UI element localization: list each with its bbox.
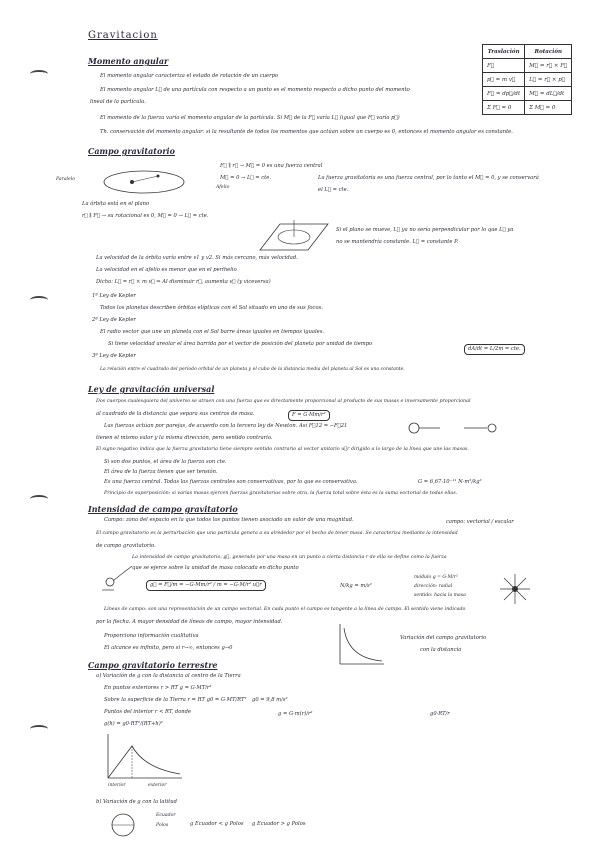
text-line: Principio de superposición: si varias masas ejercen fuerzas gravitatorias sobre otra, la fuerza total sobre ésta es la suma vectorial de todas ellas. [104, 491, 458, 496]
earth-latitude-diagram [110, 812, 136, 838]
axis-label-exterior: exterior [148, 783, 167, 788]
text-line: 1ª Ley de Kepler [92, 293, 136, 299]
text-line: Variación del campo gravitatorio [400, 635, 487, 641]
text-line: Si el plano se mueve, L⃗ ya no sería perpendicular por lo que L⃗ ya [336, 227, 514, 233]
label-polos: Polos [156, 823, 169, 828]
text-line: Sobre la superficie de la Tierra r = RT g0 = G·MT/RT² [104, 697, 247, 703]
section-heading: Campo gravitatorio [88, 146, 175, 156]
text-line: g Ecuador > g Polos [252, 821, 306, 827]
punch-hole [30, 495, 48, 503]
two-masses-force-diagram [400, 418, 510, 438]
text-line: El alcance es infinito, pero si r→∞, entonces g→0 [104, 645, 233, 651]
field-intensity-formula-box: g⃗ = F⃗/m = −G·Mm/r² / m = −G·M/r² u⃗r [146, 580, 266, 591]
table-header: Traslación [483, 45, 525, 59]
text-line: La velocidad en el afelio es menor que en el perihelio [96, 267, 237, 273]
table-header: Rotación [525, 45, 572, 59]
text-line: Th. conservación del momento angular: si la resultante de todos los momentos que actúan sobre un cuerpo es 0, entonces el momento angular es constante. [100, 129, 513, 135]
text-line: Campo: zona del espacio en la que todos los puntos tienen asociado un valor de una magnitud. [104, 517, 354, 523]
table-cell: M⃗ = dL⃗/dt [525, 87, 572, 101]
text-line: En puntos exteriores r > RT g = G·MT/r² [104, 685, 212, 691]
table-cell: F⃗ [483, 59, 525, 73]
text-line: no se mantendría constante. L⃗ = constante P. [336, 239, 459, 245]
gravitation-formula-box: F = G·Mm/r² [288, 410, 330, 421]
text-line: El campo gravitatorio es la perturbación que una partícula genera a su alrededor por el hecho de tener masa. Se caracteriza mediante la intensidad [96, 531, 458, 536]
section-heading: Ley de gravitación universal [88, 384, 215, 394]
text-line: a) Variación de g con la distancia al centro de la Tierra [96, 673, 241, 679]
text-line: 2ª Ley de Kepler [92, 317, 136, 323]
text-line: g0 = 9,8 m/s² [252, 697, 288, 703]
text-line: b) Variación de g con la latitud [96, 799, 177, 805]
text-line: Proporciona información cualitativa [104, 633, 199, 639]
text-line: El momento angular L⃗ de una partícula con respecto a un punto es el momento respecto a dicho punto del momento [100, 87, 410, 93]
text-line: Si tiene velocidad areolar el área barrida por el vector de posición del planeta por unidad de tiempo [108, 341, 373, 347]
text-line: de campo gravitatorio. [96, 543, 156, 549]
text-line: El momento de la fuerza varía el momento angular de la partícula. Si M⃗ de la F⃗ varía L⃗ (igual que F⃗ varía p⃗) [100, 115, 400, 121]
label-parallel: Paralelo [56, 177, 75, 182]
text-line: El área de la fuerza tienen que ser tensión. [104, 469, 218, 475]
text-line: El momento angular caracteriza el estado de rotación de un cuerpo [100, 73, 279, 79]
text-line: Es una fuerza central. Todas las fuerzas centrales son conservativas, por lo que es conservativa. [104, 479, 358, 485]
text-line: módulo g = G·M/r² [414, 575, 458, 580]
field-point-diagram [100, 556, 140, 596]
field-vs-distance-graph [336, 624, 386, 668]
g-vs-r-graph [104, 734, 184, 784]
field-units: N/kg = m/s² [340, 583, 372, 589]
label-ecuador: Ecuador [156, 813, 176, 818]
text-line: g0·RT/r [430, 711, 450, 717]
field-lines-star-diagram [500, 574, 530, 604]
table-cell: L⃗ = r⃗ × p⃗ [525, 73, 572, 87]
text-line: El radio vector que une un planeta con el Sol barre áreas iguales en tiempos iguales. [100, 329, 325, 335]
text-line: La velocidad de la órbita varía entre v1 y v2. Si más cercano, más velocidad. [96, 255, 298, 261]
table-cell: Σ M⃗ = 0 [525, 101, 572, 115]
text-line: tienen el mismo valor y la misma dirección, pero sentido contrario. [96, 435, 273, 441]
text-line: Si son dos puntos, el área de la fuerza son cte. [104, 459, 227, 465]
section-heading: Campo gravitatorio terrestre [88, 660, 218, 670]
text-line: Puntos del interior r < RT, donde [104, 709, 192, 715]
axis-label-interior: interior [108, 783, 126, 788]
text-line: Dicho: L⃗ = r⃗ × m v⃗ ⇒ Al disminuir r⃗, aumenta v⃗ (y viceversa) [96, 279, 271, 285]
text-line: F⃗ ∥ r⃗ → M⃗ = 0 es una fuerza central [220, 163, 323, 169]
table-cell: Σ F⃗ = 0 [483, 101, 525, 115]
punch-hole [30, 296, 48, 304]
text-line: el L⃗ = cte. [318, 187, 349, 193]
text-line: g(h) = g0·RT²/(RT+h)² [104, 721, 163, 727]
text-line: g = G·m(r)/r² [278, 711, 313, 717]
table-cell: M⃗ = r⃗ × F⃗ [525, 59, 572, 73]
kepler-areolar-formula-box: dA/dt = L/2m = cte. [464, 344, 525, 355]
text-line: al cuadrado de la distancia que separa sus centros de masa. [96, 411, 255, 417]
translation-rotation-table [482, 44, 572, 115]
text-line: por la flecha. A mayor densidad de líneas de campo, mayor intensidad. [96, 619, 283, 625]
punch-hole [30, 725, 48, 733]
text-line: Todos los planetas describen órbitas elípticas con el Sol situado en uno de sus focos. [100, 305, 323, 311]
label-aphelio: Afelio [216, 185, 230, 190]
text-line: dirección: radial [414, 584, 453, 589]
text-line: La órbita está en el plano [82, 201, 150, 207]
punch-hole [30, 70, 48, 78]
gravitational-constant: G = 6,67·10⁻¹¹ N·m²/kg² [418, 479, 482, 485]
text-line: La relación entre el cuadrado del período orbital de un planeta y el cubo de la distancia media del planeta al Sol es una constante. [100, 367, 405, 372]
text-line: que se ejerce sobre la unidad de masa colocada en dicho punto [132, 565, 299, 571]
text-line: La intensidad de campo gravitatorio, g⃗, generado por una masa en un punto a cierta distancia r de ella se define como la fuerza [132, 555, 447, 560]
page-title: Gravitacion [88, 30, 158, 41]
section-heading: Intensidad de campo gravitatorio [88, 504, 238, 514]
table-cell: p⃗ = m v⃗ [483, 73, 525, 87]
orbital-plane-diagram [250, 220, 330, 254]
section-heading: Momento angular [88, 56, 169, 66]
table-cell: F⃗ = dp⃗/dt [483, 87, 525, 101]
text-line: g Ecuador < g Polos [190, 821, 244, 827]
text-line: r⃗ ∥ F⃗ → su rotacional es 0, M⃗ = 0 → L⃗ = cte. [82, 213, 209, 219]
text-line: lineal de la partícula. [90, 99, 146, 105]
text-line: con la distancia [420, 647, 462, 653]
text-line: La fuerza gravitatoria es una fuerza central, por lo tanto el M⃗ = 0, y se conservará [318, 175, 539, 181]
text-line: 3ª Ley de Kepler [92, 353, 136, 359]
text-line: sentido: hacia la masa [414, 593, 466, 598]
text-line: campo: vectorial / escalar [446, 519, 514, 525]
text-line: Las fuerzas actúan por parejas, de acuerdo con la tercera ley de Newton. Así F⃗12 = −F⃗21 [104, 423, 348, 429]
orbit-ellipse-diagram [102, 168, 202, 198]
text-line: Líneas de campo: son una representación de un campo vectorial. En cada punto el campo es tangente a la línea de campo. El sentido viene indicado [104, 607, 466, 612]
text-line: M⃗ = 0 → L⃗ = cte. [220, 175, 271, 181]
text-line: El signo negativo indica que la fuerza gravitatoria tiene siempre sentido contrario al vector unitario u⃗r dirigido a lo largo de la línea que une las masas. [96, 447, 469, 452]
text-line: Dos cuerpos cualesquiera del universo se atraen con una fuerza que es directamente proporcional al producto de sus masas e inversamente proporcional [96, 399, 471, 404]
